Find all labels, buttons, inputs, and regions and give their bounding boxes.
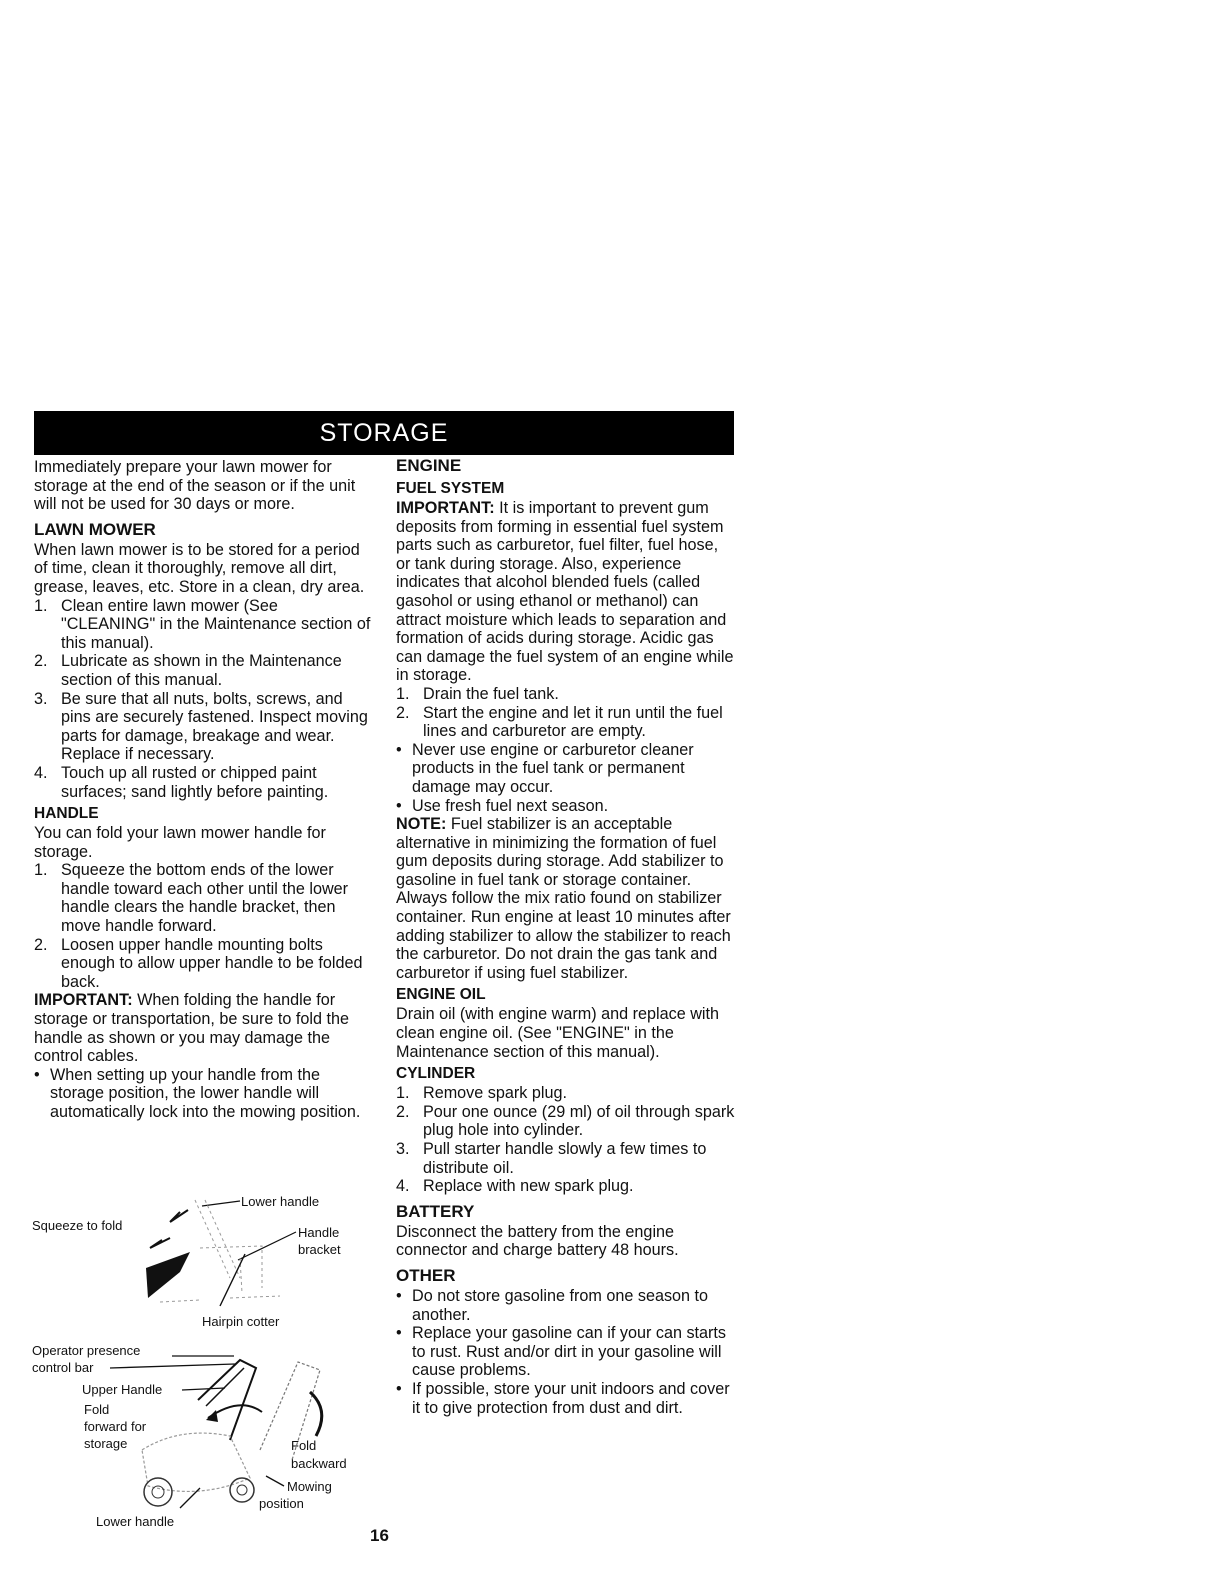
list-item: • Replace your gasoline can if your can starts to rust. Rust and/or dirt in your gasoline will cause problems. [396,1324,727,1380]
handle-heading: HANDLE [34,805,99,823]
label-fold-forward-2: forward for [84,1419,147,1434]
label-mowing-2: position [259,1496,304,1511]
list-item: 3. Be sure that all nuts, bolts, screws, and pins are securely fastened. Inspect moving parts for damage, breakage and wear. Replace if necessary. [34,689,368,764]
fuel-system-heading: FUEL SYSTEM [396,480,505,497]
label-lower-handle-2: Lower handle [96,1514,175,1529]
page-number: 16 [370,1526,389,1545]
list-item: • Do not store gasoline from one season to another. [396,1286,709,1324]
list-item: • When setting up your handle from the storage position, the lower handle will automatically lock into the mowing position. [34,1065,361,1121]
right-column [396,456,736,1417]
battery-heading: BATTERY [396,1201,475,1221]
cylinder-heading: CYLINDER [396,1065,476,1083]
arrow-icon [146,1252,190,1298]
list-item: 4. Touch up all rusted or chipped paint surfaces; sand lightly before painting. [34,763,329,801]
handle-steps [34,861,374,991]
list-item: 1. Clean entire lawn mower (See "CLEANING" in the Maintenance section of this manual). [34,596,371,652]
label-fold-backward-2: backward [291,1456,347,1471]
label-fold-forward-1: Fold [84,1402,110,1417]
list-item: 1. Remove spark plug. [396,1084,567,1103]
list-item: 1. Squeeze the bottom ends of the lower handle toward each other until the lower handle clears the handle bracket, then move handle forward. [34,861,349,936]
label-operator-presence: Operator presence [32,1343,141,1358]
handle-text: You can fold your lawn mower handle for storage. [34,824,326,861]
label-squeeze-to-fold: Squeeze to fold [32,1218,123,1233]
list-item: 3. Pull starter handle slowly a few times to distribute oil. [396,1140,707,1177]
intro-paragraph: Immediately prepare your lawn mower for storage at the end of the season or if the unit will not be used for 30 days or more. [34,458,356,514]
label-fold-backward-1: Fold [291,1438,317,1453]
lawn-mower-text: When lawn mower is to be stored for a period of time, clean it thoroughly, remove all dirt, grease, leaves, etc. Store in a clean, dry area. [34,540,365,596]
other-bullets [396,1287,736,1417]
section-title: STORAGE [319,419,449,447]
left-column [34,458,374,1122]
battery-text: Disconnect the battery from the engine connector and charge battery 48 hours. [396,1222,679,1260]
label-mowing-1: Mowing [287,1479,332,1494]
stabilizer-note: NOTE: Fuel stabilizer is an acceptable alternative in minimizing the formation of fuel gum deposits during storage. Add stabilizer to gasoline in fuel tank or storage container. Always follow the mix ratio found on stabilizer container. Run engine at least 10 minutes after adding stabilizer to allow the stabilizer to reach the carburetor. Do not drain the gas tank and carburetor if using fuel stabilizer. [396,815,731,982]
list-item: • If possible, store your unit indoors and cover it to give protection from dust and dirt. [396,1379,730,1417]
mower-fold-diagram [30,1340,375,1530]
other-heading: OTHER [396,1265,456,1285]
lawn-mower-heading: LAWN MOWER [34,519,156,539]
list-item: 2. Start the engine and let it run until the fuel lines and carburetor are empty. [396,703,723,741]
lawn-mower-steps [34,597,374,802]
handle-important: IMPORTANT: When folding the handle for storage or transportation, be sure to fold the handle as shown or you may damage the control cables. [34,991,349,1066]
label-handle: Handle [298,1225,340,1240]
list-item: • Use fresh fuel next season. [396,796,609,815]
section-title-banner [34,411,734,455]
list-item: 2. Pour one ounce (29 ml) of oil through spark plug hole into cylinder. [396,1102,735,1140]
handle-bullets [34,1066,374,1122]
list-item: 4. Replace with new spark plug. [396,1177,634,1196]
list-item: 2. Lubricate as shown in the Maintenance section of this manual. [34,652,342,689]
engine-heading: ENGINE [396,456,462,475]
label-control-bar: control bar [32,1360,94,1375]
label-bracket: bracket [298,1242,341,1257]
list-item: 1. Drain the fuel tank. [396,684,559,703]
list-item: • Never use engine or carburetor cleaner products in the fuel tank or permanent damage may occur. [396,740,694,796]
label-lower-handle: Lower handle [241,1194,320,1209]
label-upper-handle: Upper Handle [82,1382,163,1397]
fuel-important: IMPORTANT: It is important to prevent gum deposits from forming in essential fuel system parts such as carburetor, fuel filter, fuel hose, or tank during storage. Also, experience indicates that alcohol blended fuels (called gasohol or using ethanol or methanol) can attract moisture which leads to separation and formation of acids during storage. Acidic gas can damage the fuel system of an engine while in storage. [396,499,734,685]
list-item: 2. Loosen upper handle mounting bolts enough to allow upper handle to be folded back. [34,935,363,991]
fuel-steps [396,685,736,741]
label-fold-forward-3: storage [84,1436,128,1451]
label-hairpin-cotter: Hairpin cotter [202,1314,280,1329]
engine-oil-text: Drain oil (with engine warm) and replace with clean engine oil. (See "ENGINE" in the Maintenance section of this manual). [396,1005,719,1061]
fuel-bullets [396,741,736,815]
engine-oil-heading: ENGINE OIL [396,986,486,1004]
handle-fold-diagram [30,1188,380,1338]
cylinder-steps [396,1084,736,1196]
